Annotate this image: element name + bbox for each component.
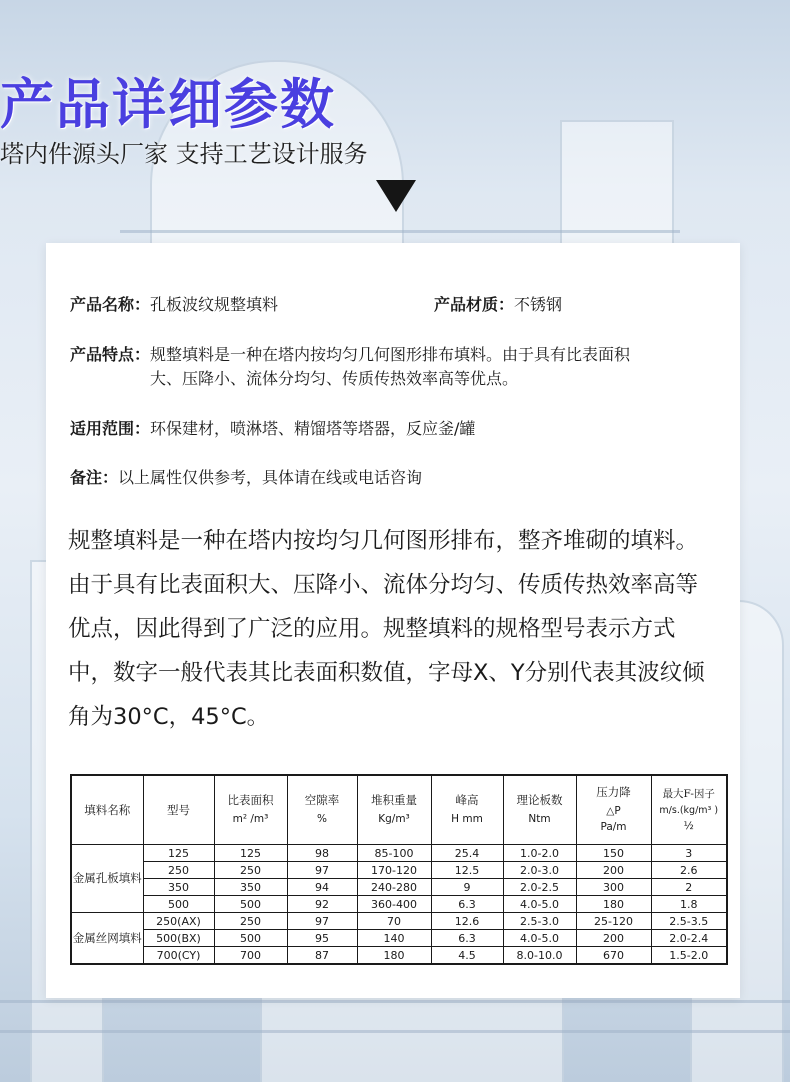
table-cell: 140 <box>357 930 431 947</box>
header-cell: 压力降 △P Pa/m <box>576 775 651 845</box>
product-features-row <box>70 343 710 391</box>
table-cell: 250 <box>214 862 287 879</box>
page-title: 产品详细参数 <box>0 73 336 136</box>
header-cell: 空隙率 % <box>287 775 357 845</box>
table-row <box>71 947 727 965</box>
product-material-label: 产品材质： <box>434 295 515 314</box>
group-name-cell: 金属丝网填料 <box>71 913 143 965</box>
product-features-value: 规整填料是一种在塔内按均匀几何图形排布填料。由于具有比表面积大、压降小、流体分均匀、传质传热效率高等优点。 <box>150 345 631 388</box>
table-cell: 2.6 <box>651 862 727 879</box>
application-scope-label: 适用范围： <box>70 419 151 438</box>
table-cell: 4.5 <box>431 947 503 965</box>
description-paragraph: 规整填料是一种在塔内按均匀几何图形排布，整齐堆砌的填料。由于具有比表面积大、压降小、流体分均匀、传质传热效率高等优点，因此得到了广泛的应用。规整填料的规格型号表示方式中，数字一般代表其比表面积数值，字母X、Y分别代表其波纹倾角为30°C，45°C。 <box>68 528 705 730</box>
application-scope-value: 环保建材，喷淋塔、精馏塔等塔器，反应釜/罐 <box>150 419 476 438</box>
table-cell: 70 <box>357 913 431 930</box>
table-cell: 94 <box>287 879 357 896</box>
table-row <box>71 845 727 862</box>
header-cell: 最大F-因子 m/s.(kg/m³ ) ½ <box>651 775 727 845</box>
table-cell: 9 <box>431 879 503 896</box>
header-cell: 峰高 H mm <box>431 775 503 845</box>
table-cell: 500 <box>143 896 214 913</box>
table-cell: 8.0-10.0 <box>503 947 576 965</box>
table-cell: 6.3 <box>431 930 503 947</box>
table-cell: 500 <box>214 896 287 913</box>
product-name-value: 孔板波纹规整填料 <box>150 295 279 314</box>
table-cell: 300 <box>576 879 651 896</box>
table-cell: 360-400 <box>357 896 431 913</box>
table-row <box>71 862 727 879</box>
product-material-value: 不锈钢 <box>514 295 563 314</box>
table-cell: 2.5-3.0 <box>503 913 576 930</box>
table-cell: 670 <box>576 947 651 965</box>
page-subtitle: 塔内件源头厂家 支持工艺设计服务 <box>0 140 368 168</box>
table-cell: 200 <box>576 862 651 879</box>
table-cell: 2 <box>651 879 727 896</box>
table-cell: 98 <box>287 845 357 862</box>
application-scope-row <box>70 417 475 441</box>
table-cell: 3 <box>651 845 727 862</box>
header-cell: 型号 <box>143 775 214 845</box>
remark-value: 以上属性仅供参考，具体请在线或电话咨询 <box>118 468 423 487</box>
table-cell: 25.4 <box>431 845 503 862</box>
table-row <box>71 930 727 947</box>
table-cell: 85-100 <box>357 845 431 862</box>
down-arrow-icon <box>376 180 416 212</box>
table-cell: 700(CY) <box>143 947 214 965</box>
header-cell: 填料名称 <box>71 775 143 845</box>
table-cell: 180 <box>357 947 431 965</box>
table-cell: 1.8 <box>651 896 727 913</box>
group-name-cell: 金属孔板填料 <box>71 845 143 913</box>
table-cell: 2.0-2.5 <box>503 879 576 896</box>
table-row <box>71 913 727 930</box>
table-cell: 500 <box>214 930 287 947</box>
table-cell: 2.5-3.5 <box>651 913 727 930</box>
table-cell: 4.0-5.0 <box>503 896 576 913</box>
specification-table <box>70 774 728 965</box>
table-cell: 125 <box>214 845 287 862</box>
remark-label: 备注： <box>70 468 119 487</box>
table-cell: 150 <box>576 845 651 862</box>
product-material-row <box>434 293 562 317</box>
table-cell: 250 <box>214 913 287 930</box>
table-cell: 12.6 <box>431 913 503 930</box>
header-cell: 比表面积 m² /m³ <box>214 775 287 845</box>
table-cell: 2.0-2.4 <box>651 930 727 947</box>
product-name-row <box>70 293 278 317</box>
table-cell: 125 <box>143 845 214 862</box>
table-cell: 4.0-5.0 <box>503 930 576 947</box>
table-row <box>71 896 727 913</box>
table-cell: 500(BX) <box>143 930 214 947</box>
table-cell: 180 <box>576 896 651 913</box>
table-cell: 95 <box>287 930 357 947</box>
table-cell: 97 <box>287 913 357 930</box>
table-cell: 250 <box>143 862 214 879</box>
detail-card <box>46 243 740 998</box>
table-cell: 2.0-3.0 <box>503 862 576 879</box>
table-cell: 1.0-2.0 <box>503 845 576 862</box>
product-name-label: 产品名称： <box>70 295 151 314</box>
table-cell: 250(AX) <box>143 913 214 930</box>
table-cell: 700 <box>214 947 287 965</box>
table-row <box>71 879 727 896</box>
table-cell: 6.3 <box>431 896 503 913</box>
table-cell: 350 <box>143 879 214 896</box>
remark-row <box>70 466 422 490</box>
table-cell: 350 <box>214 879 287 896</box>
table-cell: 170-120 <box>357 862 431 879</box>
table-cell: 200 <box>576 930 651 947</box>
table-cell: 97 <box>287 862 357 879</box>
header-cell: 堆积重量 Kg/m³ <box>357 775 431 845</box>
table-cell: 1.5-2.0 <box>651 947 727 965</box>
table-cell: 87 <box>287 947 357 965</box>
table-cell: 25-120 <box>576 913 651 930</box>
table-cell: 240-280 <box>357 879 431 896</box>
table-header-row <box>71 775 727 845</box>
product-features-label: 产品特点： <box>70 345 151 364</box>
table-cell: 92 <box>287 896 357 913</box>
header-cell: 理论板数 Ntm <box>503 775 576 845</box>
table-cell: 12.5 <box>431 862 503 879</box>
